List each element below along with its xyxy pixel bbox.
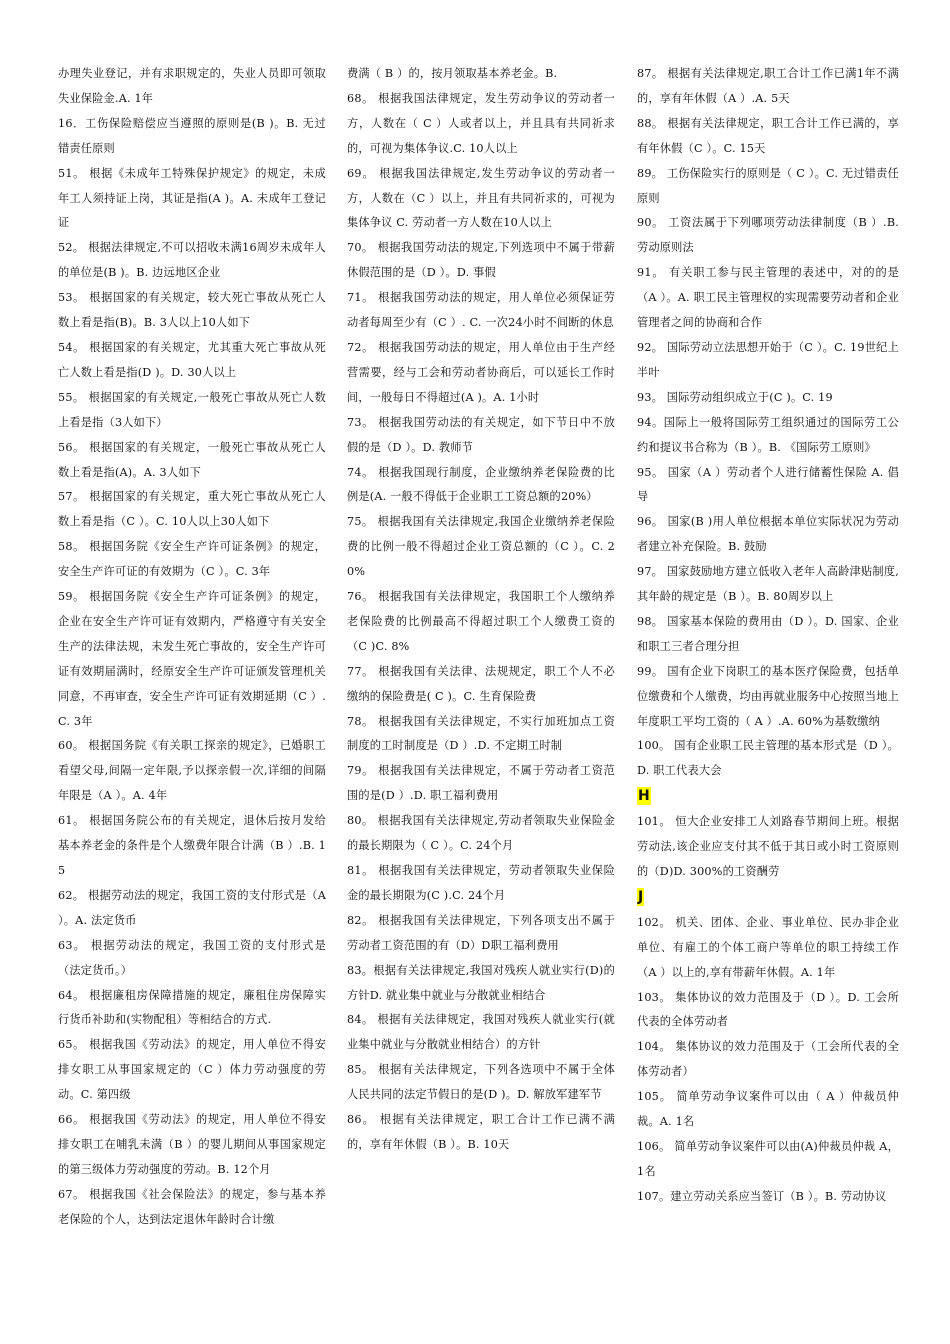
question-item: 76。 根据我国有关法律规定，我国职工个人缴纳养老保险费的比例最高不得超过职工个人缴费工资的（C )C. 8% [347,590,615,653]
question-item: 100。 国有企业职工民主管理的基本形式是（D ）。D. 职工代表大会 [637,739,899,778]
question-item: 53。 根据国家的有关规定，较大死亡事故从死亡人数上看是指(B)。B. 3人以上10人如下 [58,291,326,330]
question-item: 79。 根据我国有关法律规定，不属于劳动者工资范围的是(D ）.D. 职工福利费用 [347,764,615,803]
column-2 [347,62,615,1158]
question-item: 64。 根据廉租房保障措施的规定，廉租住房保障实行货币补助和(实物配租）等相结合的方式. [58,988,326,1027]
question-item: 90。 工资法属于下列哪项劳动法律制度（B ）.B. 劳动原则法 [637,216,899,255]
question-item: 66。 根据我国《劳动法》的规定，用人单位不得安排女职工在哺乳未满（B ）的婴儿期间从事国家规定的第三级体力劳动强度的劳动。B. 12个月 [58,1113,326,1176]
column-1 [58,62,326,1233]
question-item: 60。 根据国务院《有关职工探亲的规定》，已婚职工看望父母,间隔一定年限,予以探亲假一次,详细的间隔年限是（A ）。A. 4年 [58,739,326,803]
question-item: 104。 集体协议的效力范围及于（工会所代表的全体劳动者） [637,1040,899,1079]
question-item: 78。 根据我国有关法律规定，不实行加班加点工资制度的工时制度是（D ）.D. 不定期工时制 [347,714,615,753]
question-item: 96。 国家(B )用人单位根据本单位实际状况为劳动者建立补充保险。B. 鼓励 [637,515,899,554]
question-item: 75。 根据我国有关法律规定,我国企业缴纳养老保险费的比例一般不得超过企业工资总额的（C ）。C. 20% [347,515,615,579]
question-item: 83。根据有关法律规定,我国对残疾人就业实行(D)的方针D. 就业集中就业与分散就业相结合 [347,963,615,1002]
question-item: 80。 根据我国有关法律规定,劳动者领取失业保险金的最长期限为（ C ）。C. 24个月 [347,814,615,853]
question-item: 103。 集体协议的效力范围及于（D ）。D. 工会所代表的全体劳动者 [637,990,899,1029]
question-item: 106。 简单劳动争议案件可以由(A)仲裁员仲裁 A，1名 [637,1139,899,1178]
question-item: 54。 根据国家的有关规定，尤其重大死亡事故从死亡人数上看是指(D )。D. 30人以上 [58,340,326,379]
question-item: 94。国际上一般将国际劳工组织通过的国际劳工公约和提议书合称为（B ）。B. 《国际劳工原则》 [637,415,899,454]
question-item: 58。 根据国务院《安全生产许可证条例》的规定，安全生产许可证的有效期为（C ）。C. 3年 [58,540,326,579]
question-item: 52。 根据法律规定,不可以招收未满16周岁未成年人的单位是(B )。B. 边远地区企业 [58,241,326,280]
question-item: 84。 根据有关法律规定，我国对残疾人就业实行(就业集中就业与分散就业相结合）的方针 [347,1013,615,1052]
question-item: 68。 根据我国法律规定，发生劳动争议的劳动者一方，人数在（ C ）人或者以上，并且具有共同祈求的，可视为集体争议.C. 10人以上 [347,91,615,155]
question-item: 85。 根据有关法律规定，下列各选项中不属于全体人民共同的法定节假日的是(D )。D. 解放军建军节 [347,1063,615,1102]
question-item: 71。 根据我国劳动法的规定，用人单位必须保证劳动者每周至少有（C ）. C. 一次24小时不间断的休息 [347,291,615,330]
question-item: 93。 国际劳动组织成立于(C )。C. 19 [637,390,833,404]
question-item: 73。 根据我国劳动法的有关规定，如下节日中不放假的是（D ）。D. 教师节 [347,415,615,454]
question-item: 98。 国家基本保险的费用由（D ）。D. 国家、企业和职工三者合理分担 [637,614,899,653]
question-item: 101。 恒大企业安排工人刘路春节期间上班。根据劳动法,该企业应支付其不低于其日或小时工资原则的（D)D. 300%的工资酬劳 [637,815,899,878]
column-3 [637,62,899,1210]
question-item: 105。 简单劳动争议案件可以由（ A ）仲裁员仲裁。A. 1名 [637,1090,899,1129]
question-item: 77。 根据我国有关法律、法规规定，职工个人不必缴纳的保险费是( C )。C. 生育保险费 [347,664,615,703]
question-item: 107。建立劳动关系应当签订（B ）。B. 劳动协议 [637,1189,887,1203]
question-item: 69。 根据我国法律规定,发生劳动争议的劳动者一方，人数在（C ）以上，并且有共同祈求的，可视为集体争议 C. 劳动者一方人数在10人以上 [347,166,615,230]
question-item: 87。 根据有关法律规定,职工合计工作已满1年不满的，享有年休假（A ）.A. 5天 [637,67,899,105]
question-item: 55。 根据国家的有关规定,一般死亡事故从死亡人数上看是指（3人如下） [58,390,326,429]
question-item: 51。 根据《未成年工特殊保护规定》的规定，未成年工人须持证上岗，其证是指(A )。A. 未成年工登记证 [58,166,326,230]
question-item: 102。 机关、团体、企业、事业单位、民办非企业单位、有雇工的个体工商户等单位的职工持续工作（A ）以上的,享有带薪年休假。A. 1年 [637,915,899,979]
question-item: 65。 根据我国《劳动法》的规定，用人单位不得安排女职工从事国家规定的（C ）体力劳动强度的劳动。C. 第四级 [58,1038,326,1102]
question-item: 16．工伤保险赔偿应当遵照的原则是(B )。B. 无过错责任原则 [58,116,326,155]
question-item: 97。 国家鼓励地方建立低收入老年人高龄津贴制度,其年龄的规定是（B ）。B. 80周岁以上 [637,565,899,604]
section-letter-label: J [638,888,644,905]
question-item: 56。 根据国家的有关规定，一般死亡事故从死亡人数上看是指(A)。A. 3人如下 [58,440,326,479]
question-item: 95。 国家（A ）劳动者个人进行储蓄性保险 A. 倡导 [637,465,899,504]
question-item: 57。 根据国家的有关规定，重大死亡事故从死亡人数上看是指（C ）。C. 10人以上30人如下 [58,490,326,529]
question-item: 86。 根据有关法律规定，职工合计工作已满不满的，享有年休假（B ）。B. 10天 [347,1113,615,1151]
question-item: 62。 根据劳动法的规定，我国工资的支付形式是（A ）。A. 法定货币 [58,888,326,927]
question-item: 91。 有关职工参与民主管理的表述中，对的的是（A ）。A. 职工民主管理权的实现需要劳动者和企业管理者之间的协商和合作 [637,266,899,330]
question-item: 59。 根据国务院《安全生产许可证条例》的规定，企业在安全生产许可证有效期内，严格遵守有关安全生产的法律法规，未发生死亡事故的，安全生产许可证有效期届满时，经原安全生产许可证颁发管理机关同意，不再审查，安全生产许可证有效期延期（C ）.C. 3年 [58,590,326,728]
question-item: 70。 根据我国劳动法的规定,下列选项中不属于带薪休假范围的是（D ）。D. 事假 [347,241,615,280]
question-item: 82。 根据我国有关法律规定，下列各项支出不属于劳动者工资范围的有（D）D职工福利费用 [347,913,615,952]
question-item: 办理失业登记，并有求职规定的，失业人员即可领取失业保险金.A. 1年 [58,67,326,105]
question-item: 61。 根据国务院公布的有关规定，退休后按月发给基本养老金的条件是个人缴费年限合计满（B ）.B. 15 [58,814,326,877]
section-letter-label: H [638,788,650,805]
question-item: 89。 工伤保险实行的原则是（ C ）。C. 无过错责任原则 [637,166,899,205]
question-item: 74。 根据我国现行制度，企业缴纳养老保险费的比例是(A. 一般不得低于企业职工工资总额的20%） [347,465,615,504]
question-item: 63。 根据劳动法的规定，我国工资的支付形式是（法定货币。） [58,938,326,977]
question-item: 72。 根据我国劳动法的规定，用人单位由于生产经营需要，经与工会和劳动者协商后，可以延长工作时间，一般每日不得超过(A )。A. 1小时 [347,340,615,404]
question-item: 81。 根据我国有关法律规定，劳动者领取失业保险金的最长期限为(C ).C. 24个月 [347,864,615,902]
question-item: 92。 国际劳动立法思想开始于（C ）。C. 19世纪上半叶 [637,340,899,379]
question-item: 99。 国有企业下岗职工的基本医疗保险费，包括单位缴费和个人缴费，均由再就业服务中心按照当地上年度职工平均工资的（ A ）.A. 60%为基数缴纳 [637,664,899,728]
question-item: 88。 根据有关法律规定，职工合计工作已满的，享有年休假（C ）。C. 15天 [637,116,899,155]
section-letter-heading [637,885,899,911]
question-item: 费满（ B ）的，按月领取基本养老金。B. [347,67,558,80]
section-letter-heading [637,784,899,810]
question-item: 67。 根据我国《社会保险法》的规定，参与基本养老保险的个人，达到法定退休年龄时合计缴 [58,1187,326,1226]
